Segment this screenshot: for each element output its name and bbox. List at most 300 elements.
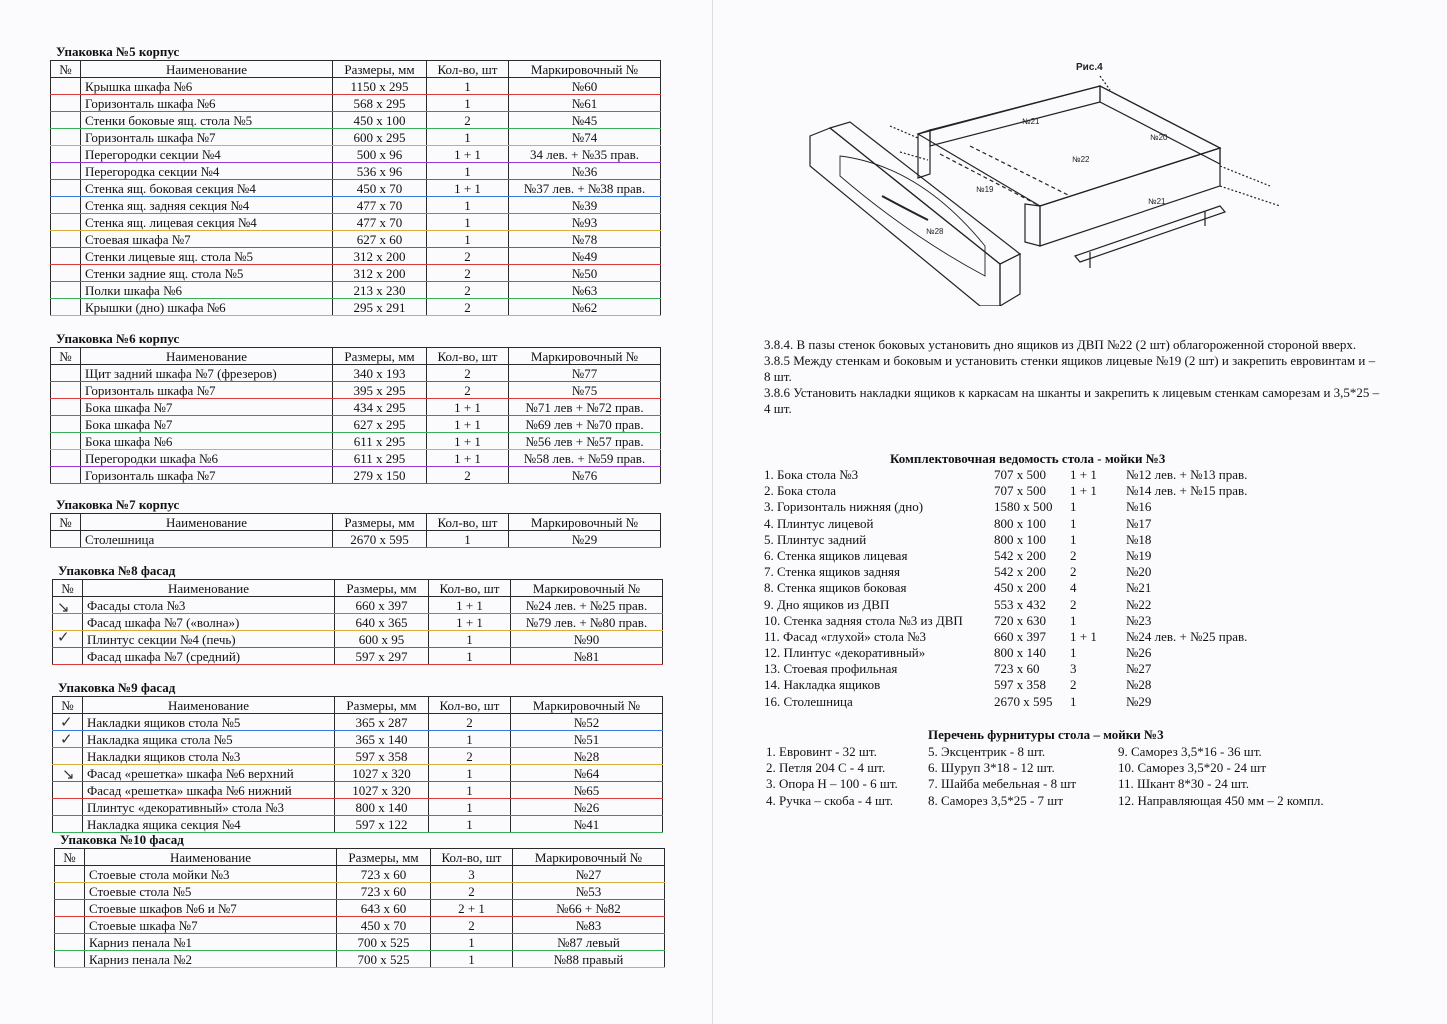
part-qty-cell: 2: [427, 112, 509, 129]
sheet-part-qty: 1 + 1: [1070, 467, 1097, 482]
part-name-cell: Бока шкафа №7: [81, 416, 333, 433]
sheet-part-mark: №14 лев. + №15 прав.: [1126, 483, 1248, 499]
part-mark-cell: №75: [509, 382, 661, 399]
sheet-part-mark: №26: [1126, 645, 1152, 661]
row-number-cell: [51, 416, 81, 433]
sheet-part-size: 1580 x 500: [994, 499, 1053, 515]
part-name-cell: Стенка ящ. лицевая секция №4: [81, 214, 333, 231]
part-qty-cell: 2: [427, 248, 509, 265]
parts-table: [50, 347, 661, 484]
hardware-list-title: Перечень фурнитуры стола – мойки №3: [928, 727, 1164, 742]
sheet-part-size: 553 x 432: [994, 596, 1046, 612]
part-size-cell: 723 x 60: [337, 866, 431, 883]
table-row: [51, 197, 661, 214]
sheet-part-size: 542 x 200: [994, 564, 1046, 580]
sheet-part-size: 660 x 397: [994, 628, 1046, 644]
row-number-cell: [51, 531, 81, 548]
part-name-cell: Карниз пенала №1: [85, 934, 337, 951]
row-number-cell: [51, 146, 81, 163]
part-qty-cell: 1: [427, 197, 509, 214]
sheet-part-mark: №23: [1126, 612, 1152, 628]
part-qty-cell: 1 + 1: [427, 399, 509, 416]
row-number-cell: [55, 900, 85, 917]
sheet-part-name: 14. Накладка ящиков: [764, 677, 881, 693]
part-mark-cell: №27: [513, 866, 665, 883]
row-number-cell: [51, 450, 81, 467]
table-row: [51, 433, 661, 450]
package-table-7: [50, 497, 661, 548]
components-sheet: [764, 467, 1284, 710]
part-name-cell: Бока шкафа №6: [81, 433, 333, 450]
part-qty-cell: 1: [429, 782, 511, 799]
sheet-part-size: 800 x 100: [994, 515, 1046, 531]
col-header-mark: Маркировочный №: [513, 849, 665, 866]
col-header-name: Наименование: [83, 697, 335, 714]
sheet-part-name: 3. Горизонталь нижняя (дно): [764, 499, 924, 515]
table-row: [53, 731, 663, 748]
part-mark-cell: №69 лев + №70 прав.: [509, 416, 661, 433]
part-size-cell: 279 x 150: [333, 467, 427, 484]
sheet-row: [764, 580, 1284, 596]
sheet-part-name: 12. Плинтус «декоративный»: [764, 645, 926, 661]
part-name-cell: Крышки (дно) шкафа №6: [81, 299, 333, 316]
sheet-part-mark: №24 лев. + №25 прав.: [1126, 628, 1248, 644]
instruction-step: 3.8.6 Установить накладки ящиков к каркасам на шканты и закрепить к лицевым стенкам саморезам и 3,5*25 – 4 шт.: [764, 385, 1380, 416]
part-size-cell: 640 x 365: [335, 614, 429, 631]
sheet-row: [764, 661, 1284, 677]
part-mark-cell: №52: [511, 714, 663, 731]
part-name-cell: Перегородки шкафа №6: [81, 450, 333, 467]
part-mark-cell: №37 лев. + №38 прав.: [509, 180, 661, 197]
sheet-part-name: 6. Стенка ящиков лицевая: [764, 547, 908, 563]
row-number-cell: [55, 951, 85, 968]
sheet-part-qty: 1 + 1: [1070, 483, 1097, 499]
row-number-cell: [51, 382, 81, 399]
col-header-qty: Кол-во, шт: [429, 580, 511, 597]
part-qty-cell: 1: [429, 816, 511, 833]
facade-arch-panel: [840, 156, 985, 276]
sheet-part-size: 597 x 358: [994, 677, 1046, 693]
col-header-size: Размеры, мм: [335, 580, 429, 597]
sheet-part-size: 450 x 200: [994, 580, 1046, 596]
row-number-cell: [51, 95, 81, 112]
package-title: Упаковка №10 фасад: [60, 832, 184, 847]
sheet-part-name: 1. Бока стола №3: [764, 467, 859, 482]
row-number-cell: [51, 365, 81, 382]
part-qty-cell: 1 + 1: [429, 597, 511, 614]
row-number-cell: [53, 648, 83, 665]
row-number-cell: [51, 231, 81, 248]
part-size-cell: 312 x 200: [333, 248, 427, 265]
table-row: [51, 146, 661, 163]
sheet-part-mark: №17: [1126, 515, 1152, 531]
col-header-number: №: [51, 348, 81, 365]
part-mark-cell: №74: [509, 129, 661, 146]
sheet-part-mark: №18: [1126, 531, 1152, 547]
sheet-part-qty: 2: [1070, 564, 1077, 580]
part-size-cell: 600 x 95: [335, 631, 429, 648]
row-number-cell: [51, 214, 81, 231]
part-name-cell: Накладка ящика стола №5: [83, 731, 335, 748]
sheet-part-qty: 1 + 1: [1070, 628, 1097, 644]
sheet-part-mark: №19: [1126, 547, 1152, 563]
part-name-cell: Стоевые стола мойки №3: [85, 866, 337, 883]
row-number-cell: [51, 248, 81, 265]
part-qty-cell: 1: [427, 95, 509, 112]
row-number-cell: [51, 467, 81, 484]
row-number-cell: [51, 282, 81, 299]
part-name-cell: Накладка ящика секция №4: [83, 816, 335, 833]
col-header-size: Размеры, мм: [335, 697, 429, 714]
part-size-cell: 500 x 96: [333, 146, 427, 163]
part-mark-cell: №87 левый: [513, 934, 665, 951]
part-name-cell: Перегородки секции №4: [81, 146, 333, 163]
part-name-cell: Щит задний шкафа №7 (фрезеров): [81, 365, 333, 382]
col-header-name: Наименование: [85, 849, 337, 866]
col-header-name: Наименование: [83, 580, 335, 597]
part-size-cell: 477 x 70: [333, 197, 427, 214]
table-row: [51, 214, 661, 231]
part-name-cell: Стенка ящ. задняя секция №4: [81, 197, 333, 214]
label-19: №19: [976, 185, 994, 194]
sheet-part-name: 9. Дно ящиков из ДВП: [764, 596, 890, 612]
sheet-row: [764, 516, 1284, 532]
part-name-cell: Стоевые шкафа №7: [85, 917, 337, 934]
row-number-cell: [51, 197, 81, 214]
part-qty-cell: 1: [427, 78, 509, 95]
table-row: [51, 450, 661, 467]
part-size-cell: 1027 x 320: [335, 782, 429, 799]
part-qty-cell: 1 + 1: [429, 614, 511, 631]
col-header-number: №: [53, 580, 83, 597]
part-name-cell: Стенки лицевые ящ. стола №5: [81, 248, 333, 265]
part-qty-cell: 1 + 1: [427, 450, 509, 467]
part-mark-cell: №65: [511, 782, 663, 799]
part-mark-cell: №61: [509, 95, 661, 112]
sheet-part-qty: 1: [1070, 693, 1077, 709]
part-size-cell: 434 x 295: [333, 399, 427, 416]
sheet-part-qty: 3: [1070, 661, 1077, 677]
hardware-item: 6. Шуруп 3*18 - 12 шт.: [928, 760, 1055, 776]
part-name-cell: Горизонталь шкафа №7: [81, 382, 333, 399]
handle-icon: [882, 196, 928, 220]
part-name-cell: Накладки ящиков стола №5: [83, 714, 335, 731]
part-mark-cell: №93: [509, 214, 661, 231]
sheet-row: [764, 548, 1284, 564]
part-mark-cell: №90: [511, 631, 663, 648]
package-table-9: [52, 680, 663, 833]
handwritten-check-icon: ↘: [57, 598, 70, 616]
part-size-cell: 365 x 287: [335, 714, 429, 731]
part-mark-cell: №71 лев + №72 прав.: [509, 399, 661, 416]
sheet-part-mark: №16: [1126, 499, 1152, 515]
table-row: [53, 648, 663, 665]
sheet-part-size: 723 x 60: [994, 661, 1040, 677]
part-mark-cell: №49: [509, 248, 661, 265]
table-row: [51, 299, 661, 316]
sheet-part-mark: №29: [1126, 693, 1152, 709]
table-row: [53, 816, 663, 833]
part-qty-cell: 2: [429, 748, 511, 765]
part-size-cell: 450 x 70: [337, 917, 431, 934]
part-name-cell: Фасад «решетка» шкафа №6 нижний: [83, 782, 335, 799]
part-mark-cell: №64: [511, 765, 663, 782]
part-qty-cell: 1 + 1: [427, 146, 509, 163]
table-row: [51, 248, 661, 265]
part-mark-cell: №62: [509, 299, 661, 316]
part-qty-cell: 1: [429, 631, 511, 648]
table-row: [53, 799, 663, 816]
handwritten-check-icon: ✓: [60, 730, 73, 748]
part-mark-cell: №24 лев. + №25 прав.: [511, 597, 663, 614]
part-size-cell: 295 x 291: [333, 299, 427, 316]
row-number-cell: [51, 163, 81, 180]
part-size-cell: 700 x 525: [337, 934, 431, 951]
col-header-mark: Маркировочный №: [511, 697, 663, 714]
part-qty-cell: 1: [427, 129, 509, 146]
part-qty-cell: 1: [429, 765, 511, 782]
part-size-cell: 1027 x 320: [335, 765, 429, 782]
hardware-item: 3. Опора Н – 100 - 6 шт.: [766, 776, 898, 792]
part-name-cell: Столешница: [81, 531, 333, 548]
sheet-part-size: 720 x 630: [994, 612, 1046, 628]
row-number-cell: [53, 816, 83, 833]
row-number-cell: [53, 782, 83, 799]
part-qty-cell: 1: [429, 799, 511, 816]
hardware-item: 12. Направляющая 450 мм – 2 компл.: [1118, 792, 1324, 808]
label-21b: №21: [1148, 197, 1166, 206]
hardware-item: 4. Ручка – скоба - 4 шт.: [766, 792, 894, 808]
part-size-cell: 723 x 60: [337, 883, 431, 900]
hardware-item: 10. Саморез 3,5*20 - 24 шт: [1118, 760, 1267, 776]
part-qty-cell: 3: [431, 866, 513, 883]
row-number-cell: [51, 433, 81, 450]
part-mark-cell: №51: [511, 731, 663, 748]
table-header-row: [53, 697, 663, 714]
package-title: Упаковка №9 фасад: [58, 680, 176, 695]
part-name-cell: Накладки ящиков стола №3: [83, 748, 335, 765]
sheet-part-size: 707 x 500: [994, 467, 1046, 482]
table-row: [51, 282, 661, 299]
part-name-cell: Плинтус секции №4 (печь): [83, 631, 335, 648]
table-row: [53, 782, 663, 799]
part-qty-cell: 1 + 1: [427, 433, 509, 450]
part-qty-cell: 1: [429, 731, 511, 748]
table-row: [55, 934, 665, 951]
part-mark-cell: №58 лев. + №59 прав.: [509, 450, 661, 467]
sheet-part-qty: 1: [1070, 515, 1077, 531]
part-name-cell: Стенка ящ. боковая секция №4: [81, 180, 333, 197]
part-qty-cell: 1: [427, 231, 509, 248]
side-wall-right: [1100, 86, 1220, 164]
table-row: [55, 866, 665, 883]
part-size-cell: 568 x 295: [333, 95, 427, 112]
part-size-cell: 627 x 60: [333, 231, 427, 248]
table-header-row: [51, 514, 661, 531]
sheet-part-mark: №20: [1126, 564, 1152, 580]
part-name-cell: Полки шкафа №6: [81, 282, 333, 299]
sheet-row: [764, 483, 1284, 499]
table-row: [53, 631, 663, 648]
hardware-item: 7. Шайба мебельная - 8 шт: [928, 776, 1077, 792]
part-qty-cell: 1: [429, 648, 511, 665]
row-number-cell: [55, 917, 85, 934]
part-mark-cell: №28: [511, 748, 663, 765]
part-qty-cell: 2: [429, 714, 511, 731]
parts-table: [50, 60, 661, 316]
part-size-cell: 365 x 140: [335, 731, 429, 748]
col-header-qty: Кол-во, шт: [427, 348, 509, 365]
drawer-assembly-figure: [800, 56, 1310, 306]
part-mark-cell: №50: [509, 265, 661, 282]
assembly-instructions: [764, 337, 1384, 417]
sheet-part-name: 4. Плинтус лицевой: [764, 515, 874, 531]
part-mark-cell: №45: [509, 112, 661, 129]
row-number-cell: [55, 866, 85, 883]
table-row: [53, 714, 663, 731]
sheet-part-qty: 1: [1070, 531, 1077, 547]
col-header-number: №: [51, 514, 81, 531]
sheet-part-size: 800 x 100: [994, 531, 1046, 547]
sheet-part-qty: 2: [1070, 677, 1077, 693]
instruction-step: 3.8.5 Между стенкам и боковым и установить стенки ящиков лицевые №19 (2 шт) и закрепить евровинтам и – 8 шт.: [764, 353, 1376, 384]
handwritten-check-icon: ✓: [60, 713, 73, 731]
part-size-cell: 611 x 295: [333, 433, 427, 450]
col-header-qty: Кол-во, шт: [431, 849, 513, 866]
sheet-row: [764, 694, 1284, 710]
part-size-cell: 597 x 358: [335, 748, 429, 765]
part-mark-cell: №56 лев + №57 прав.: [509, 433, 661, 450]
package-table-6: [50, 331, 661, 484]
part-qty-cell: 2: [431, 883, 513, 900]
sheet-part-qty: 1: [1070, 499, 1077, 515]
sheet-row: [764, 613, 1284, 629]
row-number-cell: [51, 265, 81, 282]
part-name-cell: Крышка шкафа №6: [81, 78, 333, 95]
row-number-cell: [51, 299, 81, 316]
row-number-cell: [55, 934, 85, 951]
part-name-cell: Перегородка секции №4: [81, 163, 333, 180]
col-header-number: №: [53, 697, 83, 714]
part-size-cell: 477 x 70: [333, 214, 427, 231]
sheet-row: [764, 564, 1284, 580]
part-mark-cell: №41: [511, 816, 663, 833]
sheet-part-size: 800 x 140: [994, 645, 1046, 661]
col-header-size: Размеры, мм: [333, 348, 427, 365]
part-qty-cell: 2: [427, 265, 509, 282]
col-header-size: Размеры, мм: [333, 61, 427, 78]
part-size-cell: 536 x 96: [333, 163, 427, 180]
sheet-part-name: 10. Стенка задняя стола №3 из ДВП: [764, 612, 963, 628]
label-21: №21: [1022, 117, 1040, 126]
hardware-item: 1. Евровинт - 32 шт.: [766, 744, 877, 759]
row-number-cell: [51, 112, 81, 129]
hardware-item: 11. Шкант 8*30 - 24 шт.: [1118, 776, 1249, 792]
front-wall-edge: [1025, 204, 1040, 246]
part-qty-cell: 1: [427, 531, 509, 548]
sheet-part-mark: №12 лев. + №13 прав.: [1126, 467, 1248, 482]
part-name-cell: Горизонталь шкафа №6: [81, 95, 333, 112]
hardware-item: 9. Саморез 3,5*16 - 36 шт.: [1118, 744, 1262, 759]
drawer-top-outline: [918, 86, 1220, 206]
part-qty-cell: 1: [431, 951, 513, 968]
col-header-mark: Маркировочный №: [511, 580, 663, 597]
col-header-name: Наименование: [81, 514, 333, 531]
sheet-part-mark: №27: [1126, 661, 1152, 677]
table-row: [55, 883, 665, 900]
sheet-row: [764, 532, 1284, 548]
table-header-row: [51, 61, 661, 78]
sheet-part-qty: 1: [1070, 645, 1077, 661]
row-number-cell: [51, 78, 81, 95]
table-row: [51, 95, 661, 112]
sheet-part-name: 5. Плинтус задний: [764, 531, 867, 547]
part-size-cell: 312 x 200: [333, 265, 427, 282]
part-name-cell: Стоевые стола №5: [85, 883, 337, 900]
instruction-step: 3.8.4. В пазы стенок боковых установить дно ящиков из ДВП №22 (2 шт) облагороженной стороной вверх.: [764, 337, 1357, 352]
col-header-mark: Маркировочный №: [509, 348, 661, 365]
part-mark-cell: №78: [509, 231, 661, 248]
package-title: Упаковка №8 фасад: [58, 563, 176, 578]
part-name-cell: Фасад «решетка» шкафа №6 верхний: [83, 765, 335, 782]
part-name-cell: Горизонталь шкафа №7: [81, 467, 333, 484]
part-size-cell: 600 x 295: [333, 129, 427, 146]
part-qty-cell: 2: [427, 467, 509, 484]
sheet-part-qty: 1: [1070, 612, 1077, 628]
table-row: [53, 765, 663, 782]
part-size-cell: 660 x 397: [335, 597, 429, 614]
col-header-number: №: [55, 849, 85, 866]
label-22: №22: [1072, 155, 1090, 164]
hardware-item: 5. Эксцентрик - 8 шт.: [928, 744, 1046, 759]
package-table-8: [52, 563, 663, 665]
col-header-mark: Маркировочный №: [509, 514, 661, 531]
hardware-item: 2. Петля 204 С - 4 шт.: [766, 760, 886, 776]
col-header-size: Размеры, мм: [333, 514, 427, 531]
table-row: [51, 265, 661, 282]
sheet-part-mark: №21: [1126, 580, 1152, 596]
col-header-qty: Кол-во, шт: [429, 697, 511, 714]
table-row: [51, 365, 661, 382]
part-mark-cell: №76: [509, 467, 661, 484]
hardware-item: 8. Саморез 3,5*25 - 7 шт: [928, 792, 1064, 808]
table-row: [51, 231, 661, 248]
part-qty-cell: 2: [431, 917, 513, 934]
part-size-cell: 800 x 140: [335, 799, 429, 816]
col-header-name: Наименование: [81, 61, 333, 78]
part-qty-cell: 1: [427, 214, 509, 231]
part-size-cell: 1150 x 295: [333, 78, 427, 95]
part-name-cell: Карниз пенала №2: [85, 951, 337, 968]
part-size-cell: 213 x 230: [333, 282, 427, 299]
part-size-cell: 450 x 100: [333, 112, 427, 129]
table-row: [53, 748, 663, 765]
sheet-row: [764, 499, 1284, 515]
sheet-part-size: 542 x 200: [994, 547, 1046, 563]
part-size-cell: 643 x 60: [337, 900, 431, 917]
table-row: [51, 382, 661, 399]
part-mark-cell: №88 правый: [513, 951, 665, 968]
part-name-cell: Стенки боковые ящ. стола №5: [81, 112, 333, 129]
col-header-mark: Маркировочный №: [509, 61, 661, 78]
part-qty-cell: 2 + 1: [431, 900, 513, 917]
label-28: №28: [926, 227, 944, 236]
part-qty-cell: 2: [427, 282, 509, 299]
components-sheet-title: Комплектовочная ведомость стола - мойки №3: [890, 451, 1166, 466]
part-size-cell: 597 x 297: [335, 648, 429, 665]
sheet-part-qty: 2: [1070, 547, 1077, 563]
sheet-part-qty: 2: [1070, 596, 1077, 612]
